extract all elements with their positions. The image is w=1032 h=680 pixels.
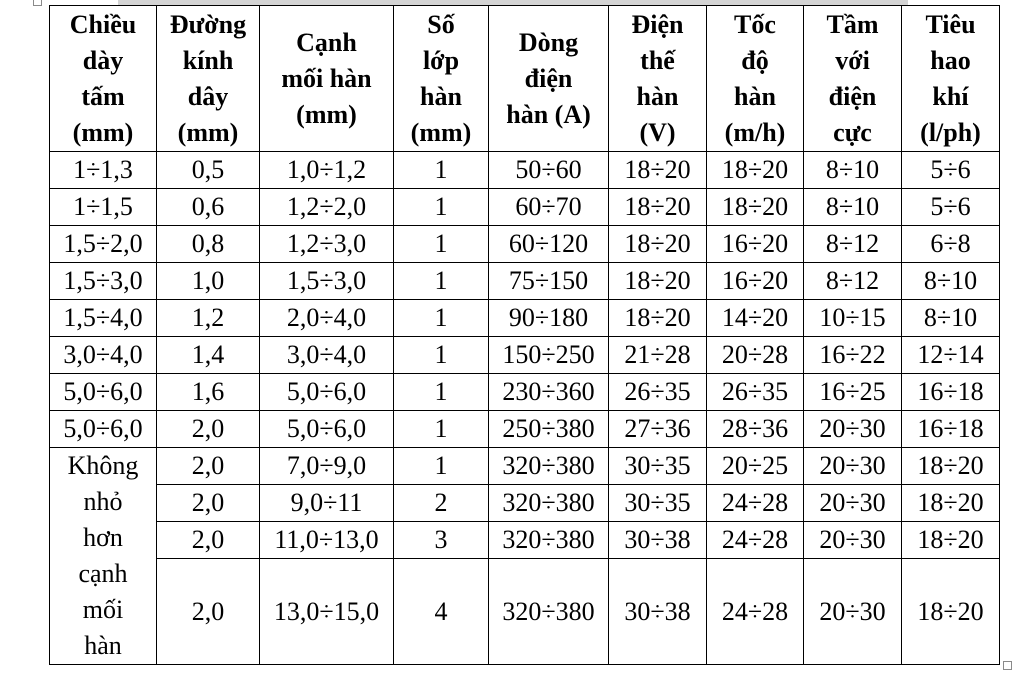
cell-gas-consumption: 8÷10 xyxy=(902,300,1000,337)
cell-welding-voltage: 21÷28 xyxy=(609,337,707,374)
cell-welding-speed: 20÷28 xyxy=(707,337,804,374)
cell-welding-voltage: 18÷20 xyxy=(609,189,707,226)
cell-electrode-reach: 8÷10 xyxy=(804,152,902,189)
cell-weld-leg: 1,0÷1,2 xyxy=(260,152,394,189)
cell-gas-consumption: 6÷8 xyxy=(902,226,1000,263)
cell-welding-speed: 16÷20 xyxy=(707,263,804,300)
cell-welding-voltage: 18÷20 xyxy=(609,300,707,337)
cell-layer-count: 2 xyxy=(394,485,489,522)
cell-gas-consumption: 18÷20 xyxy=(902,485,1000,522)
cell-gas-consumption: 5÷6 xyxy=(902,189,1000,226)
header-row xyxy=(50,6,1000,152)
header-welding-voltage: Điện thế hàn (V) xyxy=(609,6,707,152)
header-layer-count: Số lớp hàn (mm) xyxy=(394,6,489,152)
cell-plate-thickness: 1÷1,5 xyxy=(50,189,157,226)
cell-welding-current: 320÷380 xyxy=(489,522,609,559)
cell-wire-diameter: 2,0 xyxy=(157,411,260,448)
cell-wire-diameter: 1,6 xyxy=(157,374,260,411)
cell-electrode-reach: 20÷30 xyxy=(804,411,902,448)
cell-electrode-reach: 20÷30 xyxy=(804,485,902,522)
cell-gas-consumption: 5÷6 xyxy=(902,152,1000,189)
table-resize-handle[interactable] xyxy=(1003,661,1012,670)
cell-wire-diameter: 0,8 xyxy=(157,226,260,263)
header-electrode-reach: Tầm với điện cực xyxy=(804,6,902,152)
cell-welding-speed: 28÷36 xyxy=(707,411,804,448)
cell-electrode-reach: 8÷12 xyxy=(804,263,902,300)
cell-welding-speed: 16÷20 xyxy=(707,226,804,263)
cell-welding-speed: 14÷20 xyxy=(707,300,804,337)
cell-welding-voltage: 26÷35 xyxy=(609,374,707,411)
table-body xyxy=(50,152,1000,665)
header-weld-leg: Cạnh mối hàn (mm) xyxy=(260,6,394,152)
cell-weld-leg: 3,0÷4,0 xyxy=(260,337,394,374)
table-row xyxy=(50,226,1000,263)
cell-welding-current: 50÷60 xyxy=(489,152,609,189)
cell-weld-leg: 7,0÷9,0 xyxy=(260,448,394,485)
cell-gas-consumption: 8÷10 xyxy=(902,263,1000,300)
cell-wire-diameter: 2,0 xyxy=(157,485,260,522)
cell-plate-thickness: 1,5÷2,0 xyxy=(50,226,157,263)
cell-electrode-reach: 16÷22 xyxy=(804,337,902,374)
table-row xyxy=(50,337,1000,374)
cell-welding-voltage: 18÷20 xyxy=(609,263,707,300)
cell-plate-thickness: 3,0÷4,0 xyxy=(50,337,157,374)
header-gas-consumption: Tiêu hao khí (l/ph) xyxy=(902,6,1000,152)
cell-wire-diameter: 0,6 xyxy=(157,189,260,226)
cell-welding-current: 230÷360 xyxy=(489,374,609,411)
cell-electrode-reach: 16÷25 xyxy=(804,374,902,411)
header-wire-diameter: Đường kính dây (mm) xyxy=(157,6,260,152)
cell-layer-count: 1 xyxy=(394,263,489,300)
cell-wire-diameter: 2,0 xyxy=(157,522,260,559)
cell-plate-thickness: 1,5÷3,0 xyxy=(50,263,157,300)
cell-wire-diameter: 2,0 xyxy=(157,448,260,485)
cell-welding-current: 75÷150 xyxy=(489,263,609,300)
cell-gas-consumption: 12÷14 xyxy=(902,337,1000,374)
cell-weld-leg: 11,0÷13,0 xyxy=(260,522,394,559)
cell-welding-voltage: 27÷36 xyxy=(609,411,707,448)
cell-layer-count: 4 xyxy=(394,559,489,665)
cell-layer-count: 1 xyxy=(394,374,489,411)
cell-wire-diameter: 2,0 xyxy=(157,559,260,665)
cell-welding-speed: 24÷28 xyxy=(707,522,804,559)
cell-wire-diameter: 1,0 xyxy=(157,263,260,300)
cell-welding-voltage: 18÷20 xyxy=(609,226,707,263)
cell-layer-count: 1 xyxy=(394,411,489,448)
cell-plate-thickness: 5,0÷6,0 xyxy=(50,411,157,448)
cell-electrode-reach: 20÷30 xyxy=(804,559,902,665)
cell-welding-voltage: 30÷35 xyxy=(609,485,707,522)
cell-welding-speed: 24÷28 xyxy=(707,559,804,665)
table-row xyxy=(50,263,1000,300)
cell-weld-leg: 5,0÷6,0 xyxy=(260,374,394,411)
cell-welding-current: 320÷380 xyxy=(489,448,609,485)
table-row xyxy=(50,374,1000,411)
cell-gas-consumption: 16÷18 xyxy=(902,374,1000,411)
cell-welding-current: 250÷380 xyxy=(489,411,609,448)
cell-weld-leg: 9,0÷11 xyxy=(260,485,394,522)
cell-layer-count: 1 xyxy=(394,337,489,374)
table-move-handle[interactable] xyxy=(33,0,42,6)
cell-electrode-reach: 8÷12 xyxy=(804,226,902,263)
cell-plate-thickness: 5,0÷6,0 xyxy=(50,374,157,411)
cell-weld-leg: 1,2÷3,0 xyxy=(260,226,394,263)
cell-wire-diameter: 1,4 xyxy=(157,337,260,374)
cell-welding-voltage: 18÷20 xyxy=(609,152,707,189)
cell-wire-diameter: 1,2 xyxy=(157,300,260,337)
cell-plate-thickness: 1,5÷4,0 xyxy=(50,300,157,337)
cell-welding-current: 60÷120 xyxy=(489,226,609,263)
table-row xyxy=(50,300,1000,337)
cell-gas-consumption: 16÷18 xyxy=(902,411,1000,448)
cell-weld-leg: 13,0÷15,0 xyxy=(260,559,394,665)
header-welding-speed: Tốc độ hàn (m/h) xyxy=(707,6,804,152)
table-row xyxy=(50,189,1000,226)
cell-welding-current: 60÷70 xyxy=(489,189,609,226)
cell-welding-current: 150÷250 xyxy=(489,337,609,374)
cell-weld-leg: 1,2÷2,0 xyxy=(260,189,394,226)
table-row xyxy=(50,559,1000,665)
welding-parameters-table xyxy=(49,5,1000,665)
header-welding-current: Dòng điện hàn (A) xyxy=(489,6,609,152)
cell-plate-thickness-merged: Không nhỏ hơn cạnh mối hàn xyxy=(50,448,157,665)
cell-weld-leg: 5,0÷6,0 xyxy=(260,411,394,448)
header-plate-thickness: Chiều dày tấm (mm) xyxy=(50,6,157,152)
cell-wire-diameter: 0,5 xyxy=(157,152,260,189)
cell-welding-speed: 18÷20 xyxy=(707,189,804,226)
cell-welding-voltage: 30÷38 xyxy=(609,522,707,559)
table-row xyxy=(50,152,1000,189)
table-row xyxy=(50,485,1000,522)
cell-electrode-reach: 10÷15 xyxy=(804,300,902,337)
cell-layer-count: 3 xyxy=(394,522,489,559)
cell-electrode-reach: 20÷30 xyxy=(804,522,902,559)
table-row xyxy=(50,522,1000,559)
cell-gas-consumption: 18÷20 xyxy=(902,559,1000,665)
cell-electrode-reach: 8÷10 xyxy=(804,189,902,226)
cell-welding-current: 320÷380 xyxy=(489,559,609,665)
table-row xyxy=(50,411,1000,448)
cell-welding-voltage: 30÷35 xyxy=(609,448,707,485)
cell-welding-speed: 24÷28 xyxy=(707,485,804,522)
cell-welding-current: 90÷180 xyxy=(489,300,609,337)
cell-layer-count: 1 xyxy=(394,300,489,337)
cell-gas-consumption: 18÷20 xyxy=(902,448,1000,485)
cell-plate-thickness: 1÷1,3 xyxy=(50,152,157,189)
cell-welding-speed: 18÷20 xyxy=(707,152,804,189)
cell-electrode-reach: 20÷30 xyxy=(804,448,902,485)
cell-weld-leg: 2,0÷4,0 xyxy=(260,300,394,337)
cell-welding-voltage: 30÷38 xyxy=(609,559,707,665)
cell-welding-speed: 26÷35 xyxy=(707,374,804,411)
cell-layer-count: 1 xyxy=(394,226,489,263)
cell-weld-leg: 1,5÷3,0 xyxy=(260,263,394,300)
cell-gas-consumption: 18÷20 xyxy=(902,522,1000,559)
table-row xyxy=(50,448,1000,485)
cell-layer-count: 1 xyxy=(394,189,489,226)
cell-layer-count: 1 xyxy=(394,448,489,485)
cell-welding-speed: 20÷25 xyxy=(707,448,804,485)
cell-layer-count: 1 xyxy=(394,152,489,189)
cell-welding-current: 320÷380 xyxy=(489,485,609,522)
